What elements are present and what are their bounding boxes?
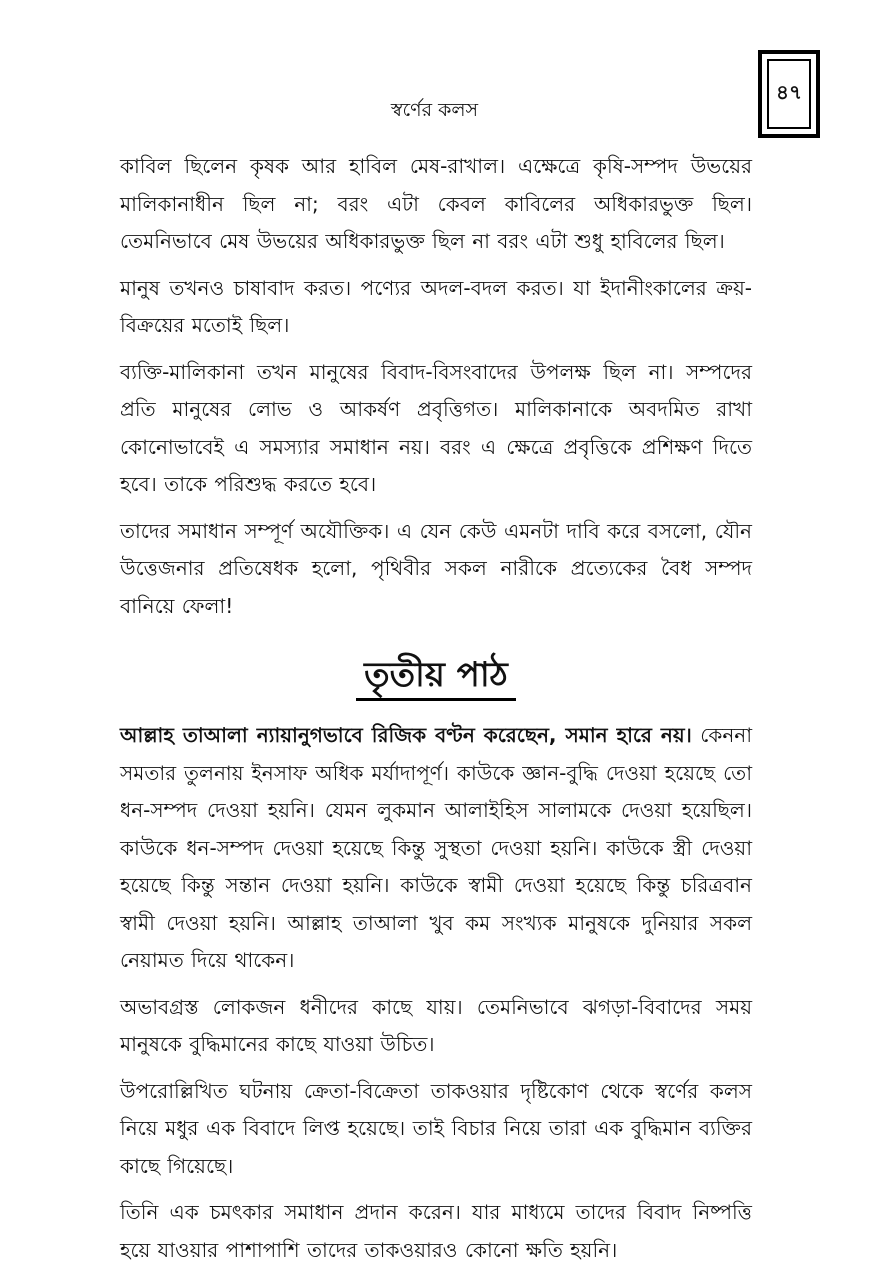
section-title: তৃতীয় পাঠ xyxy=(356,655,516,701)
lead-continuation: কেননা সমতার তুলনায় ইনসাফ অধিক মর্যাদাপূর্ণ। কাউকে জ্ঞান-বুদ্ধি দেওয়া হয়েছে তো ধন-সম্পদ দেওয়া হয়নি। যেমন লুকমান আলাইহিস সালামকে দেওয়া হয়েছিল। কাউকে ধন-সম্পদ দেওয়া হয়েছে কিন্তু সুস্থতা দেওয়া হয়নি। কাউকে স্ত্রী দেওয়া হয়েছে কিন্তু সন্তান দেওয়া হয়নি। কাউকে স্বামী দেওয়া হয়েছে কিন্তু চরিত্রবান স্বামী দেওয়া হয়নি। আল্লাহ তাআলা খুব কম সংখ্যক মানুষকে দুনিয়ার সকল নেয়ামত দিয়ে থাকেন। xyxy=(120,723,752,972)
paragraph: তিনি এক চমৎকার সমাধান প্রদান করেন। যার মাধ্যমে তাদের বিবাদ নিষ্পত্তি হয়ে যাওয়ার পাশাপাশি তাদের তাকওয়ারও কোনো ক্ষতি হয়নি। xyxy=(120,1200,752,1262)
paragraph: তাদের সমাধান সম্পূর্ণ অযৌক্তিক। এ যেন কেউ এমনটা দাবি করে বসলো, যৌন উত্তেজনার প্রতিষেধক হলো, পৃথিবীর সকল নারীকে প্রত্যেকের বৈধ সম্পদ বানিয়ে ফেলা! xyxy=(120,518,752,618)
paragraph: অভাবগ্রস্ত লোকজন ধনীদের কাছে যায়। তেমনিভাবে ঝগড়া-বিবাদের সময় মানুষকে বুদ্ধিমানের কাছে যাওয়া উচিত। xyxy=(120,994,752,1056)
section-heading xyxy=(120,655,752,701)
running-header: স্বর্ণের কলস xyxy=(390,99,479,121)
page-number: ৪৭ xyxy=(776,79,802,104)
page-body xyxy=(120,148,752,1278)
lead-sentence: আল্লাহ তাআলা ন্যায়ানুগভাবে রিজিক বণ্টন করেছেন, সমান হারে নয়। xyxy=(120,723,692,747)
paragraph: মানুষ তখনও চাষাবাদ করত। পণ্যের অদল-বদল করত। যা ইদানীংকালের ক্রয়-বিক্রয়ের মতোই ছিল। xyxy=(120,275,752,337)
paragraph: কাবিল ছিলেন কৃষক আর হাবিল মেষ-রাখাল। এক্ষেত্রে কৃষি-সম্পদ উভয়ের মালিকানাধীন ছিল না; বরং এটা কেবল কাবিলের অধিকারভুক্ত ছিল। তেমনিভাবে মেষ উভয়ের অধিকারভুক্ত ছিল না বরং এটা শুধু হাবিলের ছিল। xyxy=(120,154,752,253)
paragraph: ব্যক্তি-মালিকানা তখন মানুষের বিবাদ-বিসংবাদের উপলক্ষ ছিল না। সম্পদের প্রতি মানুষের লোভ ও আকর্ষণ প্রবৃত্তিগত। মালিকানাকে অবদমিত রাখা কোনোভাবেই এ সমস্যার সমাধান নয়। বরং এ ক্ষেত্রে প্রবৃত্তিকে প্রশিক্ষণ দিতে হবে। তাকে পরিশুদ্ধ করতে হবে। xyxy=(120,359,752,496)
section-lead-paragraph xyxy=(120,717,752,980)
paragraph: উপরোল্লিখিত ঘটনায় ক্রেতা-বিক্রেতা তাকওয়ার দৃষ্টিকোণ থেকে স্বর্ণের কলস নিয়ে মধুর এক বিবাদে লিপ্ত হয়েছে। তাই বিচার নিয়ে তারা এক বুদ্ধিমান ব্যক্তির কাছে গিয়েছে। xyxy=(120,1078,752,1178)
